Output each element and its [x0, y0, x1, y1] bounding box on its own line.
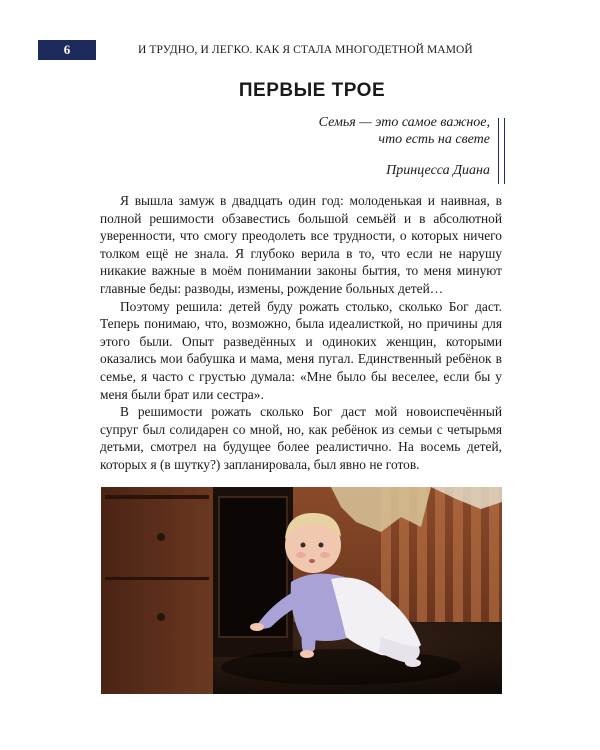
epigraph: [250, 114, 490, 179]
epigraph-author: Принцесса Диана: [386, 163, 490, 178]
epigraph-decorative-bar: [498, 118, 505, 184]
body-text: [100, 192, 502, 474]
epigraph-line-1: Семья — это самое важное,: [318, 115, 490, 130]
photo-child-crawling: [101, 487, 502, 694]
paragraph-1: Я вышла замуж в двадцать один год: молоденькая и наивная, в полной решимости обзавестись большой семьёй и в абсолютной уверенности, что смогу преодолеть все трудности, о которых ничего толком ещё не знала. Я глубоко верила в то, что если не нарушу никакие важные в моём понимании законы бытия, то меня минуют главные беды: разводы, измены, рождение больных детей…: [100, 193, 502, 296]
chapter-title: ПЕРВЫЕ ТРОЕ: [238, 80, 386, 101]
paragraph-3: В решимости рожать сколько Бог даст мой новоиспечённый супруг был солидарен со мной, но, как ребёнок из семьи с четырьмя детьми, смотрел на будущее более реалистично. На восемь детей, которых я (в шутку?) запланировала, был явно не готов.: [100, 404, 502, 472]
page-number: 6: [38, 40, 96, 60]
running-title: И ТРУДНО, И ЛЕГКО. КАК Я СТАЛА МНОГОДЕТНОЙ МАМОЙ: [138, 44, 473, 56]
paragraph-2: Поэтому решила: детей буду рожать столько, сколько Бог даст. Теперь понимаю, что, возможно, была идеалисткой, но причины для этого были. Опыт разведённых и одиноких женщин, которыми оказались мои бабушка и мама, меня пугал. Единственный ребёнок в семье, я часто с грустью думала: «Мне было бы веселее, если бы у меня были брат или сестра».: [100, 298, 502, 402]
epigraph-line-2: что есть на свете: [378, 132, 490, 147]
running-header: [38, 40, 562, 60]
photo-illustration: [101, 487, 502, 694]
